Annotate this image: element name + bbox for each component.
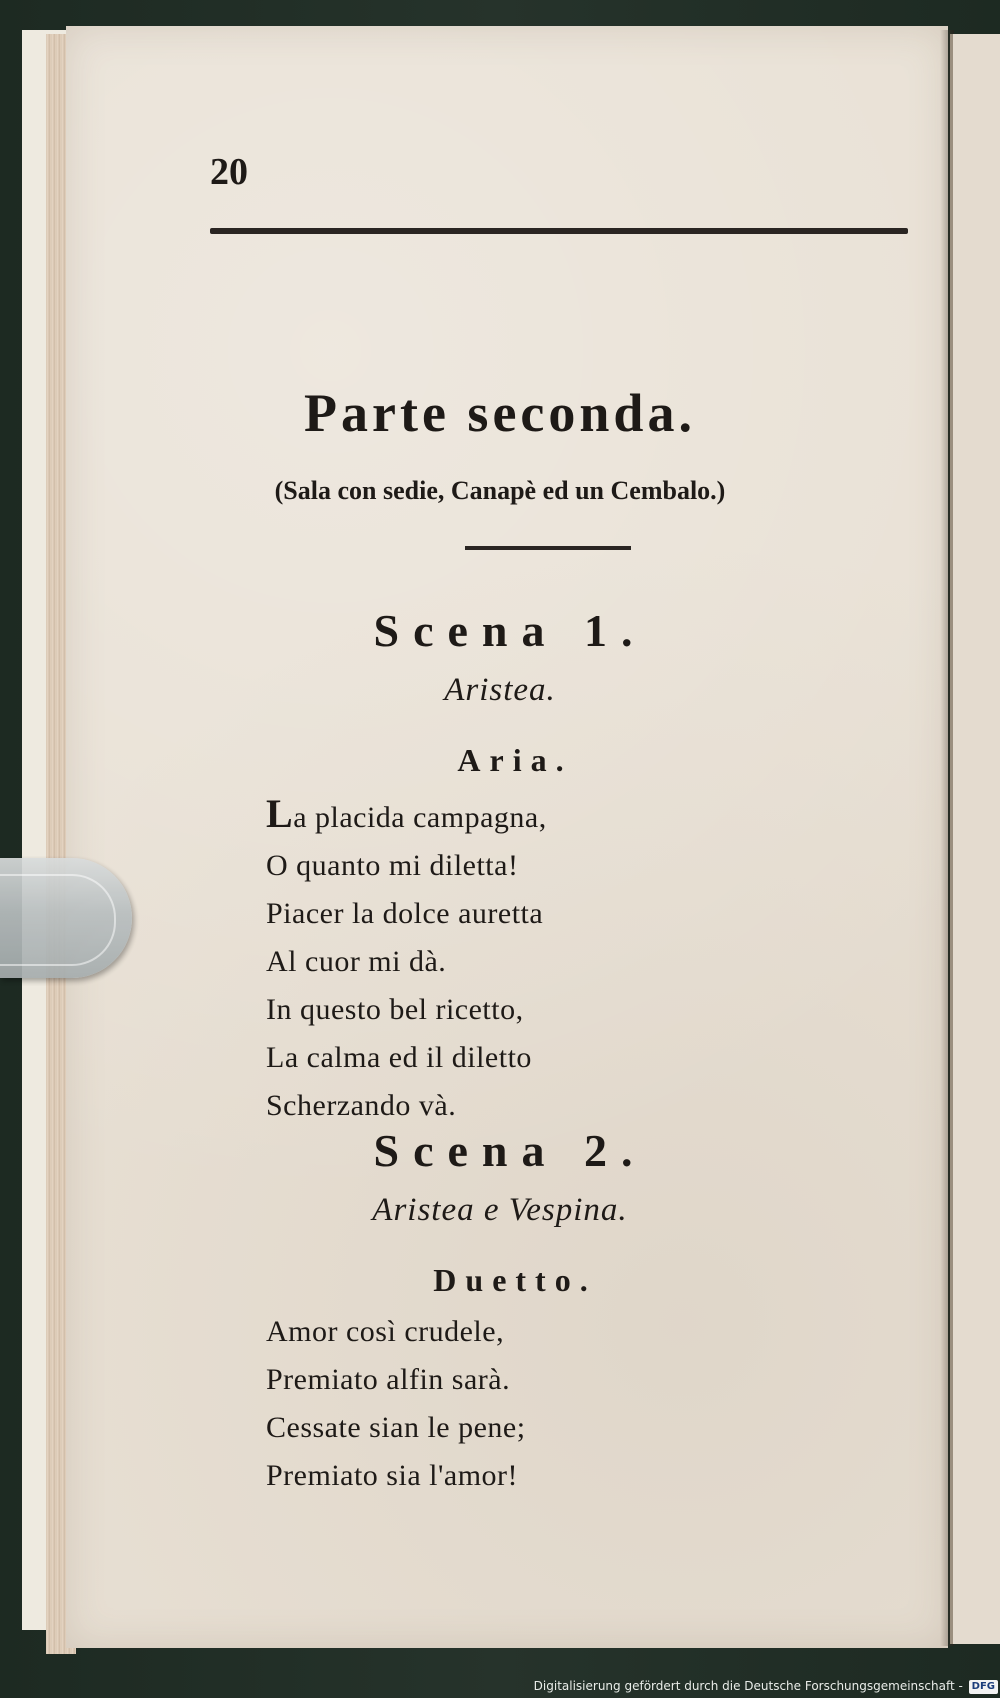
verse-line: Amor così crudele, [266,1315,505,1348]
header-rule [210,228,908,234]
verse-line: Premiato sia l'amor! [266,1459,519,1492]
scene-1-heading: Scena 1. [373,605,647,656]
scene-2-verses [266,1308,526,1500]
drop-cap: L [266,791,294,836]
digitization-credit [534,1675,998,1698]
verse-line [266,790,547,842]
section-divider [465,546,631,550]
verse-line: Piacer la dolce auretta [266,897,544,930]
verse-line-rest: a placida campagna, [293,801,547,834]
verse-line: Al cuor mi dà. [266,945,447,978]
scene-2-piece-label: Duetto. [433,1262,597,1298]
scene-1-characters: Aristea. [444,672,556,708]
credit-text: Digitalisierung gefördert durch die Deutsche Forschungsgemeinschaft - [533,1679,963,1693]
part-title: Parte seconda. [304,383,696,443]
verse-line: Premiato alfin sarà. [266,1363,511,1396]
scene-2-characters: Aristea e Vespina. [372,1192,628,1228]
verse-line: La calma ed il diletto [266,1041,532,1074]
scene-1-piece-label: Aria. [457,742,573,778]
verse-line: Scherzando và. [266,1089,457,1122]
verse-line: In questo bel ricetto, [266,993,524,1026]
facing-page-edge [950,34,1000,1644]
scene-2-heading: Scena 2. [373,1125,647,1176]
page-clip-highlight [0,874,116,966]
page-number: 20 [210,151,248,193]
dfg-logo: DFG [969,1680,998,1694]
verse-line: Cessate sian le pene; [266,1411,526,1444]
stage-direction: (Sala con sedie, Canapè ed un Cembalo.) [274,476,726,505]
verse-line: O quanto mi diletta! [266,849,519,882]
scene-1-verses [266,790,547,1130]
